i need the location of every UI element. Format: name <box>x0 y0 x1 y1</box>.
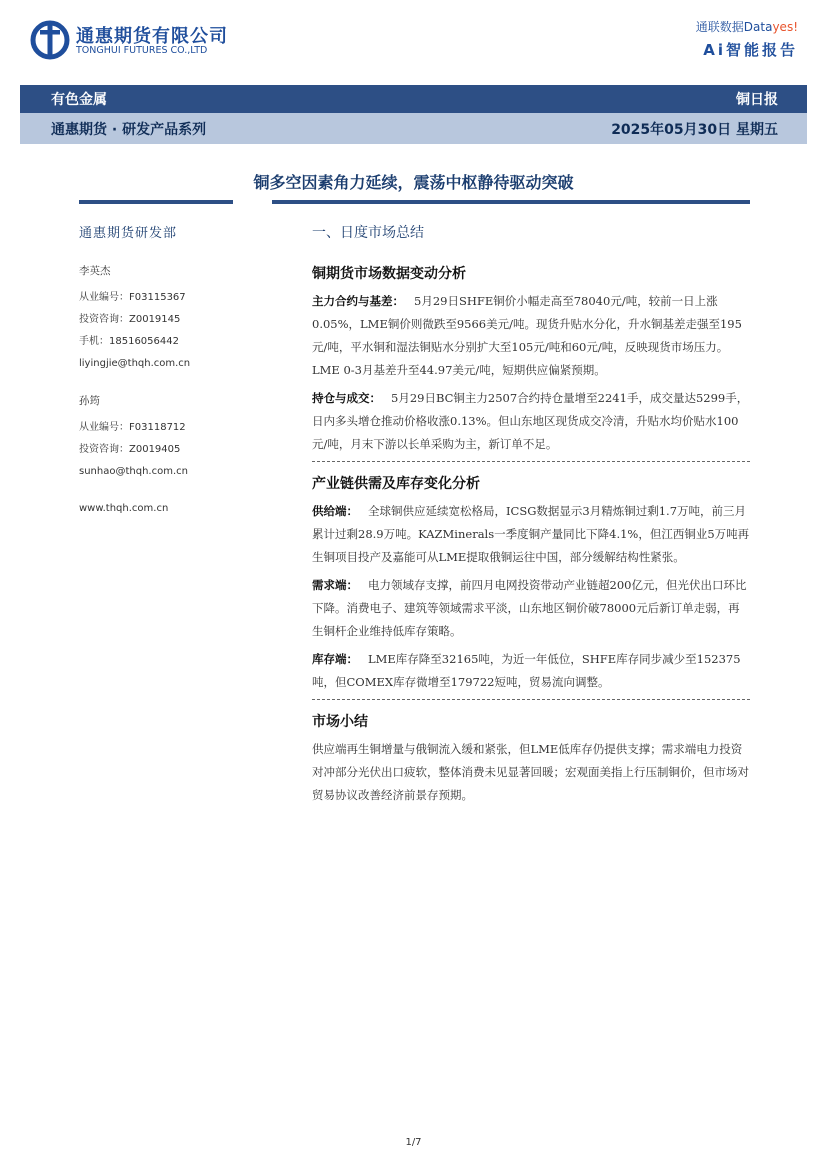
paragraph-label: 需求端： <box>312 578 358 592</box>
section-separator <box>312 699 750 700</box>
analyst-name: 孙筠 <box>79 395 100 407</box>
company-logo <box>30 18 330 62</box>
brand-data: Data <box>743 20 773 34</box>
paragraph <box>312 290 750 382</box>
paragraph-text: 5月29日SHFE铜价小幅走高至78040元/吨，较前一日上涨0.05%，LME铜价则微跌至9566美元/吨。现货升贴水分化，升水铜基差走强至195元/吨，平水铜和湿法铜贴水分别扩大至105元/吨和60元/吨，反映现货市场压力。LME 0-3月基差升至44.97美元/吨，短期供应偏紧预期。 <box>312 294 742 377</box>
paragraph-text: 供应端再生铜增量与俄铜流入缓和紧张，但LME低库存仍提供支撑；需求端电力投资对冲部分光伏出口疲软，整体消费未见显著回暖；宏观面美指上行压制铜价，但市场对贸易协议改善经济前景存预期。 <box>312 742 749 802</box>
company-logo-icon <box>30 20 70 60</box>
analyst-license: 从业编号：F03115367 <box>79 292 186 303</box>
category-label: 有色金属 <box>51 92 107 108</box>
paragraph-text: 全球铜供应延续宽松格局，ICSG数据显示3月精炼铜过剩1.7万吨，前三月累计过剩28.9万吨。KAZMinerals一季度铜产量同比下降4.1%，但江西铜业5万吨再生铜项目投产及嘉能可从LME提取俄铜运往中国，部分缓解结构性紧张。 <box>312 504 750 564</box>
paragraph-text: LME库存降至32165吨，为近一年低位，SHFE库存同步减少至152375吨，但COMEX库存微增至179722短吨，贸易流向调整。 <box>312 652 741 689</box>
report-date: 2025年05月30日 星期五 <box>611 121 778 138</box>
brand-cn: 通联数据 <box>695 20 744 34</box>
department-title: 通惠期货研发部 <box>79 226 178 241</box>
sidebar-divider <box>79 200 233 204</box>
paragraph-label: 持仓与成交： <box>312 391 381 405</box>
analyst-consult: 投资咨询：Z0019405 <box>79 444 181 455</box>
analyst-email[interactable]: sunhao@thqh.com.cn <box>79 466 188 477</box>
subsection-heading: 铜期货市场数据变动分析 <box>312 266 466 282</box>
main-content <box>312 222 750 812</box>
ai-report-label: Ai智能报告 <box>703 41 798 59</box>
analyst-phone: 手机：18516056442 <box>79 336 179 347</box>
brand-yes: yes! <box>772 20 798 34</box>
subsection-heading: 市场小结 <box>312 714 368 730</box>
datayes-brand <box>696 18 798 60</box>
section-separator <box>312 461 750 462</box>
analyst-email[interactable]: liyingjie@thqh.com.cn <box>79 358 191 369</box>
paragraph <box>312 387 750 456</box>
page-number: 1/7 <box>405 1137 422 1148</box>
analyst-name: 李英杰 <box>79 265 111 277</box>
paragraph-label: 库存端： <box>312 652 358 666</box>
company-name-en: TONGHUI FUTURES CO.,LTD <box>76 45 208 56</box>
paragraph <box>312 574 750 643</box>
analyst-consult: 投资咨询：Z0019145 <box>79 314 181 325</box>
website-link[interactable]: www.thqh.com.cn <box>79 503 169 514</box>
datayes-brand-top <box>696 18 798 35</box>
paragraph-text: 电力领域存支撑，前四月电网投资带动产业链超200亿元，但光伏出口环比下降。消费电子、建筑等领域需求平淡，山东地区铜价破78000元后新订单走弱，再生铜杆企业维持低库存策略。 <box>312 578 747 638</box>
main-divider <box>272 200 750 204</box>
section-title: 一、日度市场总结 <box>312 225 424 241</box>
paragraph <box>312 738 750 807</box>
paragraph-label: 主力合约与基差： <box>312 294 404 308</box>
subsection-heading: 产业链供需及库存变化分析 <box>312 476 480 492</box>
paragraph-text: 5月29日BC铜主力2507合约持仓量增至2241手，成交量达5299手，日内多头增仓推动价格收涨0.13%。但山东地区现货成交冷清，升贴水均价贴水100元/吨，月末下游以长单采购为主，新订单不足。 <box>312 391 749 451</box>
category-band <box>20 85 807 113</box>
report-type-label: 铜日报 <box>736 92 778 108</box>
series-band <box>20 113 807 144</box>
series-label: 通惠期货 · 研发产品系列 <box>51 121 207 138</box>
company-name-cn: 通惠期货有限公司 <box>76 26 228 47</box>
report-headline: 铜多空因素角力延续，震荡中枢静待驱动突破 <box>253 173 574 192</box>
analyst-license: 从业编号：F03118712 <box>79 422 186 433</box>
analyst-sidebar <box>79 222 239 520</box>
paragraph <box>312 648 750 694</box>
paragraph-label: 供给端： <box>312 504 358 518</box>
paragraph <box>312 500 750 569</box>
